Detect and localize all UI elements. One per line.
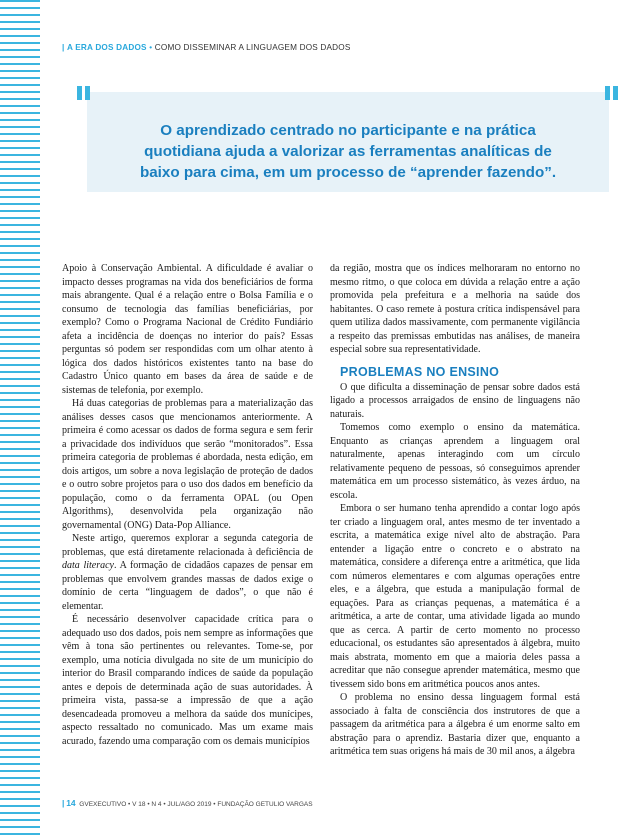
running-header xyxy=(62,43,351,52)
page-footer xyxy=(62,798,313,808)
paragraph: Há duas categorias de problemas para a materialização das análises desses casos que mencionamos anteriormente. A primeira é como acessar os dados de forma segura e sem ferir a privacidade dos indivíduos que serão “monitorados”. Essa primeira categoria de problemas é abordada, nesta edição, em dois artigos, um sobre a nova legislação de proteção de dados e o outro sobre projetos para o uso dos dados em benefício da população, como o da ferramenta OPAL (ou Open Algorithms), desenvolvida pela organização não governamental (ONG) Data-Pop Alliance. xyxy=(62,398,313,531)
paragraph: Tomemos como exemplo o ensino da matemática. Enquanto as crianças aprendem a linguagem oral naturalmente, apenas interagindo com um círculo relativamente pequeno de pessoas, só conseguimos aprender matemática em um processo sistemático, às vezes árduo, na escola. xyxy=(330,422,580,501)
section-heading: PROBLEMAS NO ENSINO xyxy=(340,364,500,379)
left-column xyxy=(62,262,313,748)
paragraph-text: Neste artigo, queremos explorar a segunda categoria de problemas, que está diretamente relacionada à deficiência de xyxy=(62,533,313,558)
header-topic: COMO DISSEMINAR A LINGUAGEM DOS DADOS xyxy=(154,43,351,52)
paragraph: É necessário desenvolver capacidade crítica para o adequado uso dos dados, pois nem sempre as informações que vêm à tona são pertinentes ou relevantes. Tome-se, por exemplo, uma notícia divulgada no site de um município do interior do Brasil comparando índices de saúde da população antes e depois de determinada ação de suas autoridades. À primeira vista, passa-se a impressão de que a ação desencadeada promoveu a melhora da saúde dos munícipes, aspecto ressaltado no comunicado. Mas um exame mais acurado, fazendo uma comparação com os demais municípios xyxy=(62,614,313,747)
term-data-literacy: data literacy xyxy=(62,560,114,571)
close-quote-icon xyxy=(605,86,619,100)
pull-quote-line: quotidiana ajuda a valorizar as ferramentas analíticas de xyxy=(144,143,552,160)
paragraph: da região, mostra que os índices melhoraram no entorno no mesmo ritmo, o que coloca em dúvida a relação entre a ação promovida pela prefeitura e a melhoria na saúde dos habitantes. O caso remete à postura crítica indispensável para quem utiliza dados massivamente, com permanente vigilância a respeito das premissas embutidas nas análises, de maneira especial sobre sua representatividade. xyxy=(330,263,580,355)
pull-quote-line: O aprendizado centrado no participante e na prática xyxy=(160,122,536,139)
paragraph-text: . A formação de cidadãos capazes de pensar em problemas que envolvem grandes massas de dados exige o domínio de certa “linguagem de dados”, o que não é elementar. xyxy=(62,560,313,612)
decorative-stripe-bar xyxy=(0,0,40,837)
paragraph: Apoio à Conservação Ambiental. A dificuldade é avaliar o impacto desses programas na vida dos beneficiários de forma mais abrangente. Qual é a relação entre o Bolsa Família e o consumo de tecnologia das famílias beneficiárias, por exemplo? Como o Programa Nacional de Crédito Fundiário afeta a incidência de doenças no interior do país? Essas perguntas só podem ser respondidas com um olhar atento à lógica dos dados históricos existentes tanto na base do Cadastro Único quanto em bases da área de saúde e de sistemas de telefonia, por exemplo. xyxy=(62,263,313,396)
header-bar: | xyxy=(62,43,65,52)
header-section: A ERA DOS DADOS xyxy=(66,43,147,52)
paragraph: O que dificulta a disseminação de pensar sobre dados está ligado a processos arraigados de ensino de linguagens não naturais. xyxy=(330,381,580,420)
pull-quote xyxy=(87,92,609,192)
pull-quote-line: baixo para cima, em um processo de “aprender fazendo”. xyxy=(139,164,557,181)
paragraph: O problema no ensino dessa linguagem formal está associado à falta de consciência dos instrutores de que a passagem da aritmética para a álgebra é um enorme salto em abstração para o aprendiz. Bastaria dizer que, enquanto a aritmética tem suas origens há mais de 30 mil anos, a álgebra xyxy=(330,692,580,757)
page-number: 14 xyxy=(66,798,76,808)
footer-bar: | xyxy=(62,798,65,808)
header-separator: • xyxy=(149,43,153,52)
publication-info: GVEXECUTIVO • V 18 • N 4 • JUL/AGO 2019 • FUNDAÇÃO GETULIO VARGAS xyxy=(79,801,313,808)
open-quote-icon xyxy=(77,86,91,100)
pull-quote-text xyxy=(87,120,609,183)
right-column xyxy=(330,262,580,759)
paragraph xyxy=(62,532,313,613)
paragraph: Embora o ser humano tenha aprendido a contar logo após ter criado a linguagem oral, antes mesmo de ter inventado a escrita, a matemática exige nível alto de abstração. Para entender a ligação entre o concreto e o abstrato na matemática, considere a diferença entre a aritmética, que lida com números elementares e com algumas operações entre eles, e a álgebra, que estuda a manipulação formal de equações. Para as crianças pequenas, a matemática é a aritmética, a arte de contar, uma atividade ligada ao mundo que as cerca. A partir de certo momento no processo educacional, os estudantes são apresentados à álgebra, muito mais abstrata, momento em que a maioria deles passa a acreditar que não consegue aprender matemática, mesmo que tivessem sido bons em aritmética poucos anos antes. xyxy=(330,503,580,690)
